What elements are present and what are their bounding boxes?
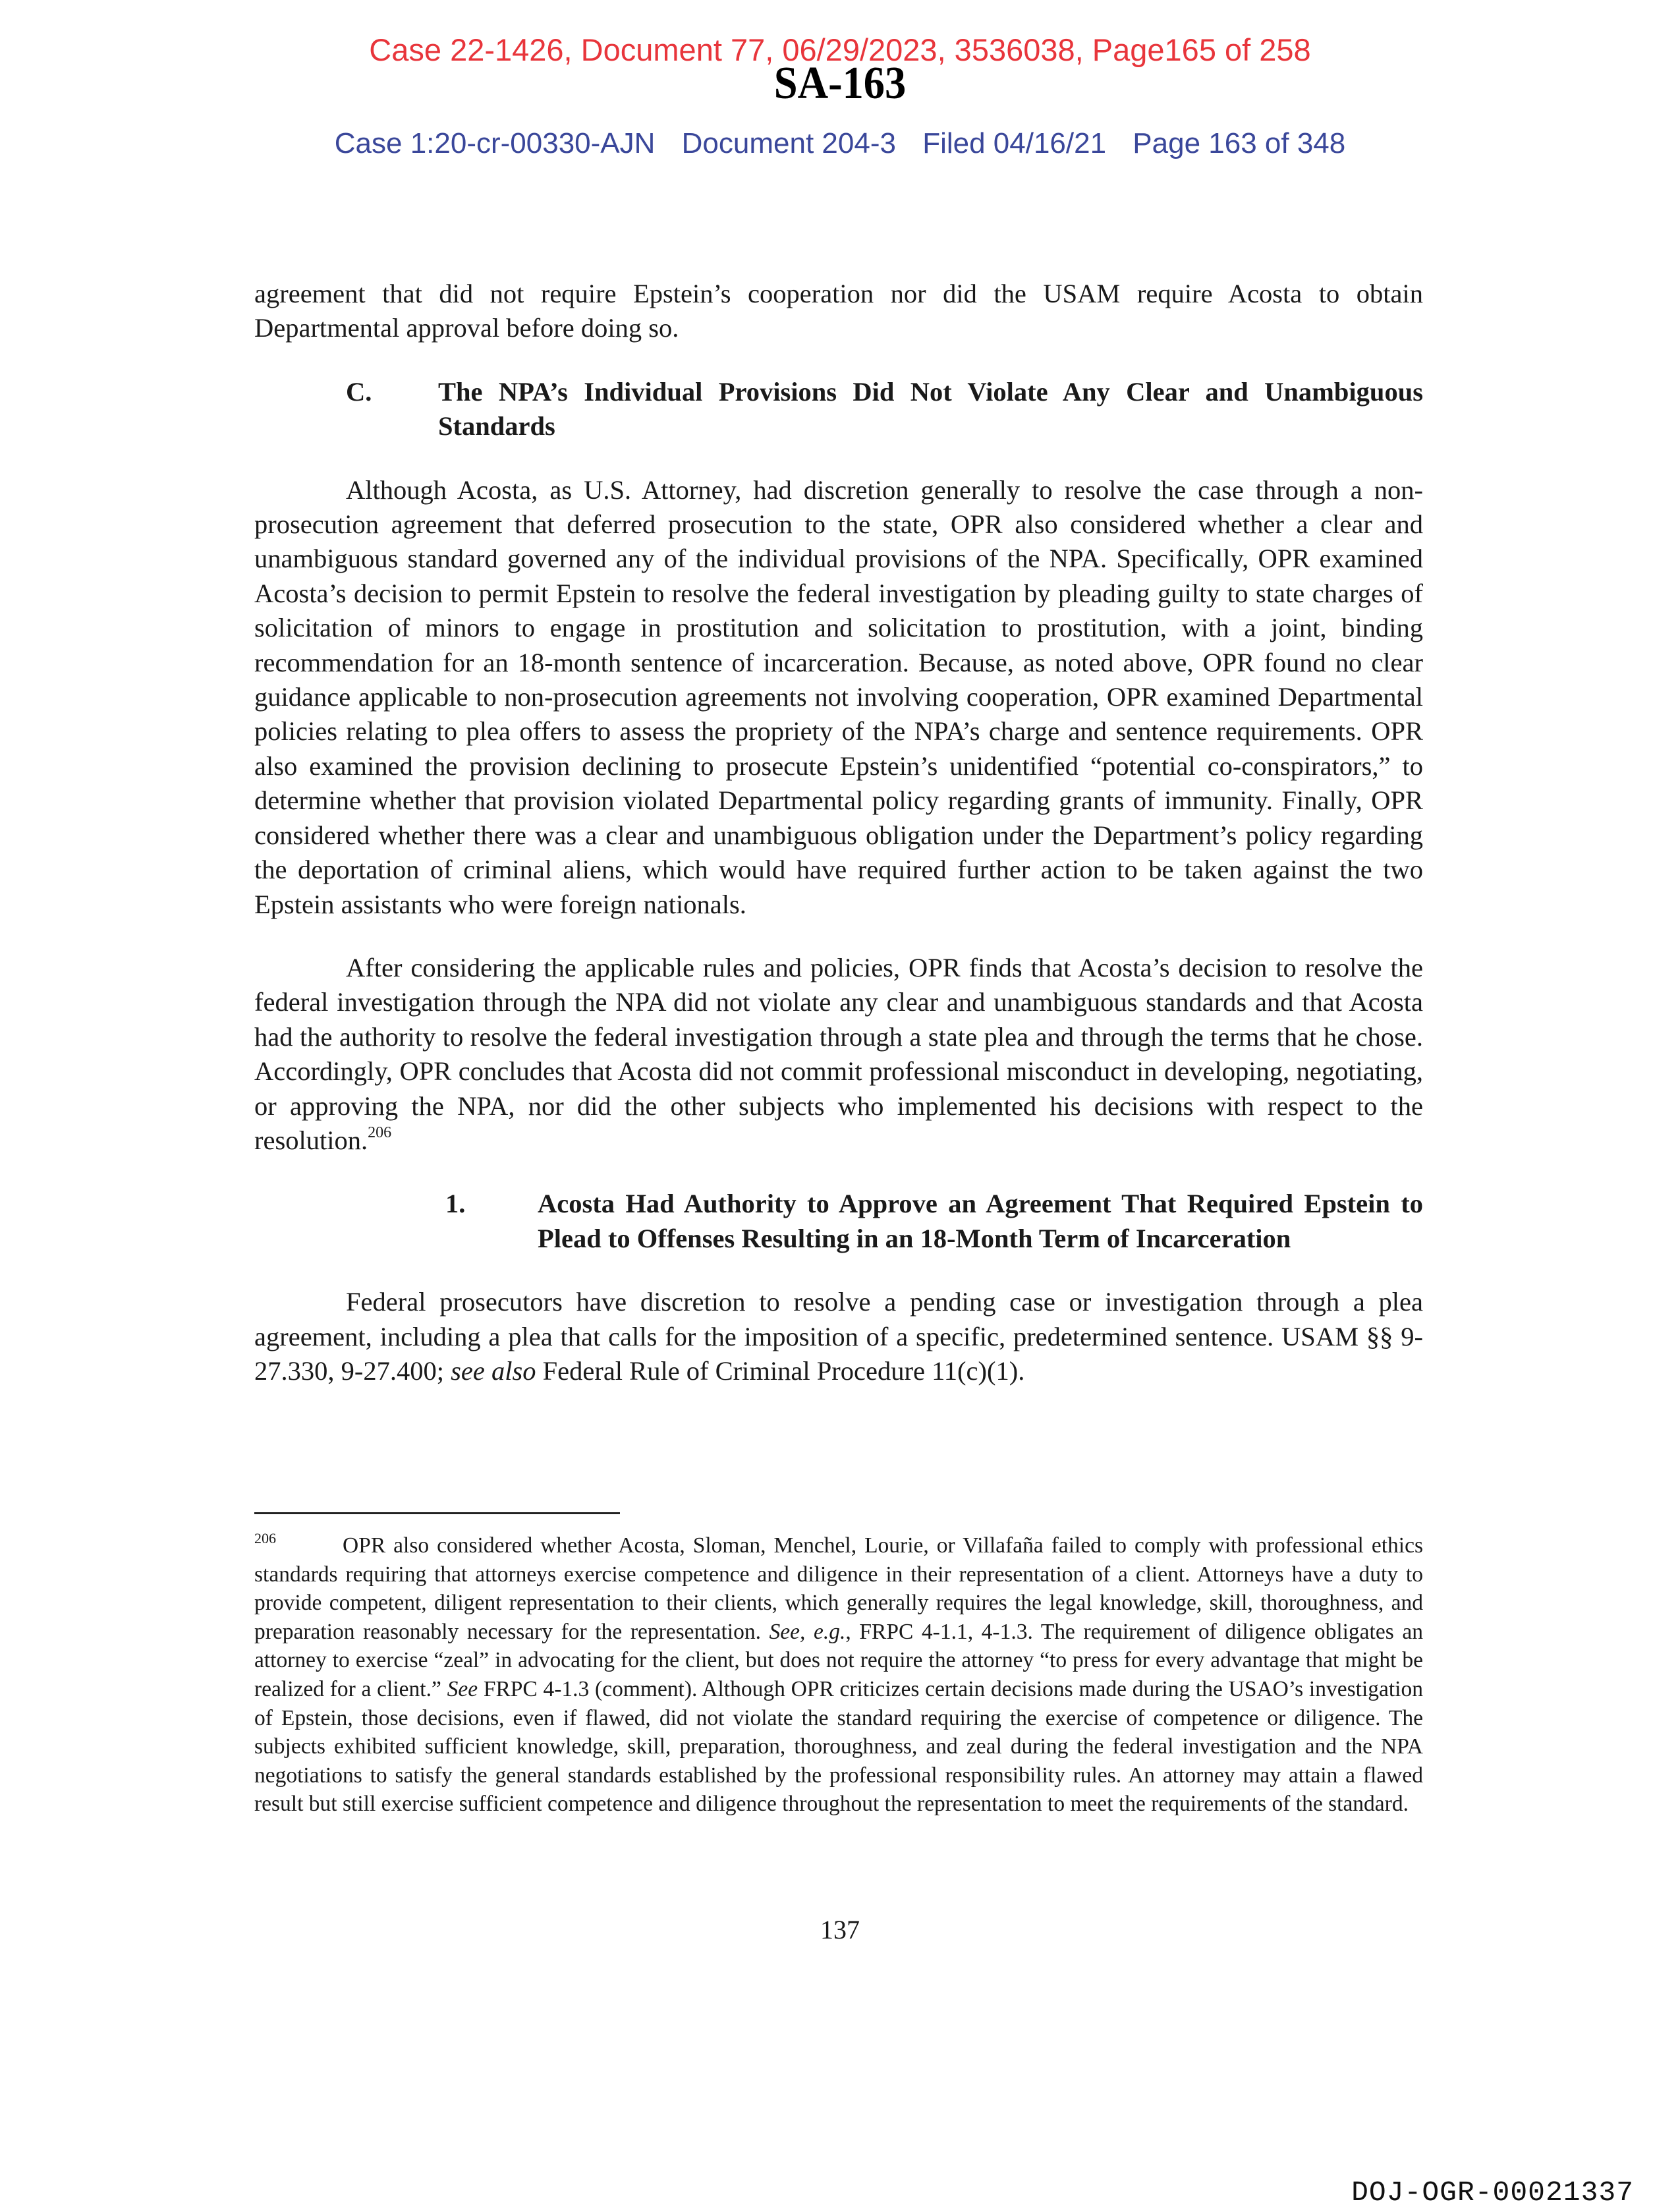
footnote-206 xyxy=(254,1531,1423,1819)
footnote-text: , FRPC 4-1.1, 4-1.3. The requirement of diligence obligates an attorney to exercise “zeal” in advocating for the client, but does not require the attorney “to press for every advantage that might be realized for a client.” xyxy=(254,1619,1423,1701)
subsection-heading-1 xyxy=(445,1187,1423,1256)
paragraph-opr-considerations: Although Acosta, as U.S. Attorney, had discretion generally to resolve the case through a non-prosecution agreement that deferred prosecution to the state, OPR also considered whether a clear and unambiguous standard governed any of the individual provisions of the NPA. Specifically, OPR examined Acosta’s decision to permit Epstein to resolve the federal investigation by pleading guilty to state charges of solicitation of minors to engage in prostitution and solicitation to prostitution, with a joint, binding recommendation for an 18-month sentence of incarceration. Because, as noted above, OPR found no clear guidance applicable to non-prosecution agreements not involving cooperation, OPR examined Departmental policies relating to plea offers to assess the propriety of the NPA’s charge and sentence requirements. OPR also examined the provision declining to prosecute Epstein’s unidentified “potential co-conspirators,” to determine whether that provision violated Departmental policy regarding grants of immunity. Finally, OPR considered whether there was a clear and unambiguous obligation under the Department’s policy regarding the deportation of criminal aliens, which would have required further action to be taken against the two Epstein assistants who were foreign nationals. xyxy=(254,474,1423,919)
continuation-paragraph: agreement that did not require Epstein’s cooperation nor did the USAM require Acosta to obtain Departmental approval before doing so. xyxy=(254,279,1423,343)
footnote-text: FRPC 4-1.3 (comment). Although OPR criticizes certain decisions made during the USAO’s investigation of Epstein, those decisions, even if flawed, did not violate the standard requiring the exercise of competence or diligence. The subjects exhibited sufficient knowledge, skill, preparation, thoroughness, and zeal during the federal investigation and the NPA negotiations to satisfy the general standards established by the professional responsibility rules. An attorney may attain a flawed result but still exercise sufficient competence and diligence throughout the representation to meet the requirements of the standard. xyxy=(254,1676,1423,1817)
citation-signal: See xyxy=(447,1676,478,1701)
footnote-text: OPR also considered whether Acosta, Sloman, Menchel, Lourie, or Villafaña failed to comply with professional ethics standards requiring that attorneys exercise competence and diligence in their representation of a client. Attorneys have a duty to provide competent, diligent representation to their clients, which generally requires the legal knowledge, skill, thoroughness, and preparation reasonably necessary for the representation. xyxy=(254,1533,1423,1644)
paragraph-text: Federal Rule of Criminal Procedure 11(c)(1). xyxy=(536,1355,1025,1386)
district-document-number: Document 204-3 xyxy=(681,127,896,159)
paragraph-opr-findings xyxy=(254,951,1423,1158)
paragraph-text: After considering the applicable rules and policies, OPR finds that Acosta’s decision to resolve the federal investigation through the NPA did not violate any clear and unambiguous standards and that Acosta had the authority to resolve the federal investigation through a state plea and through the terms that he chose. Accordingly, OPR concludes that Acosta did not commit professional misconduct in developing, negotiating, or approving the NPA, nor did the other subjects who implemented his decisions with respect to the resolution. xyxy=(254,952,1423,1155)
section-heading-c xyxy=(346,375,1423,444)
footnote-divider xyxy=(254,1512,620,1514)
paragraph-prosecutorial-discretion xyxy=(254,1285,1423,1388)
citation-signal: See, e.g. xyxy=(769,1619,846,1644)
district-ecf-stamp xyxy=(0,129,1680,158)
subsection-title: Acosta Had Authority to Approve an Agreement That Required Epstein to Plead to Offenses Resulting in an 18-Month Term of Incarceration xyxy=(538,1189,1423,1253)
district-filed-date: Filed 04/16/21 xyxy=(922,127,1107,159)
district-case-number: Case 1:20-cr-00330-AJN xyxy=(334,127,656,159)
citation-signal: see also xyxy=(451,1355,536,1386)
appendix-page-label: SA-163 xyxy=(773,58,907,109)
district-page-count: Page 163 of 348 xyxy=(1133,127,1346,159)
section-number: C. xyxy=(346,376,372,407)
appeal-ecf-stamp: Case 22-1426, Document 77, 06/29/2023, 3536038, Page165 of 258 xyxy=(369,32,1311,67)
body-text xyxy=(254,277,1423,1388)
footnote-number: 206 xyxy=(254,1530,276,1546)
bates-number: DOJ-OGR-00021337 xyxy=(1351,2176,1634,2209)
section-title: The NPA’s Individual Provisions Did Not Violate Any Clear and Unambiguous Standards xyxy=(438,376,1423,441)
page-number: 137 xyxy=(820,1915,860,1944)
paragraph-text: Federal prosecutors have discretion to resolve a pending case or investigation through a plea agreement, including a plea that calls for the imposition of a specific, predetermined sentence. USAM §§ 9-27.330, 9-27.400; xyxy=(254,1287,1423,1386)
footnote-lead xyxy=(254,1531,343,1560)
footnote-reference[interactable]: 206 xyxy=(368,1123,392,1141)
subsection-number: 1. xyxy=(445,1189,466,1219)
